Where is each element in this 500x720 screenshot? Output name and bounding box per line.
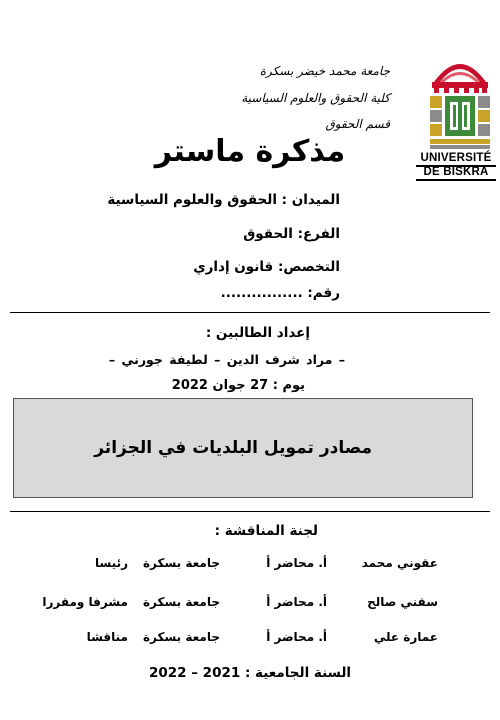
logo-text-biskra: DE BISKRA [423,166,489,178]
defense-date: يوم : 27 جوان 2022 [171,378,305,393]
committee-member-university: جامعة بسكرة [142,630,220,644]
committee-member-role: مشرفا ومقررا [42,595,128,609]
logo-text-universite: UNIVERSITÉ [420,152,492,164]
divider [10,511,490,512]
committee-member-university: جامعة بسكرة [142,556,220,570]
department-name: قسم الحقوق [325,117,390,131]
student-names: – مراد شرف الدين – لطيفة جورني – [108,352,345,367]
committee-label: لجنة المناقشة : [214,523,318,539]
specialty-line: التخصص: قانون إداري [193,259,340,275]
committee-member-name: عمارة علي [373,630,438,644]
committee-member-name: سقني صالح [367,595,438,609]
committee-member-rank: أ. محاضر أ [266,556,327,570]
thesis-title-box [13,398,473,498]
prepared-by-label: إعداد الطالبين : [205,325,310,341]
faculty-name: كلية الحقوق والعلوم السياسية [241,91,390,105]
committee-member-role: رئيسا [94,556,128,570]
committee-member-name: عقوني محمد [361,556,438,570]
branch-line: الفرع: الحقوق [243,226,340,242]
committee-member-rank: أ. محاضر أ [266,630,327,644]
thesis-title: مصادر تمويل البلديات في الجزائر [94,438,372,458]
committee-member-rank: أ. محاضر أ [266,595,327,609]
committee-member-university: جامعة بسكرة [142,595,220,609]
committee-member-role: مناقشا [86,630,128,644]
academic-year: السنة الجامعية : 2021 – 2022 [148,665,352,681]
document-title: مذكرة ماستر [154,134,346,169]
university-name: جامعة محمد خيضر بسكرة [259,64,390,78]
logo-underline [416,179,496,181]
number-line: رقم: ................ [220,285,340,301]
field-line: الميدان : الحقوق والعلوم السياسية [107,192,340,208]
divider [10,312,490,313]
